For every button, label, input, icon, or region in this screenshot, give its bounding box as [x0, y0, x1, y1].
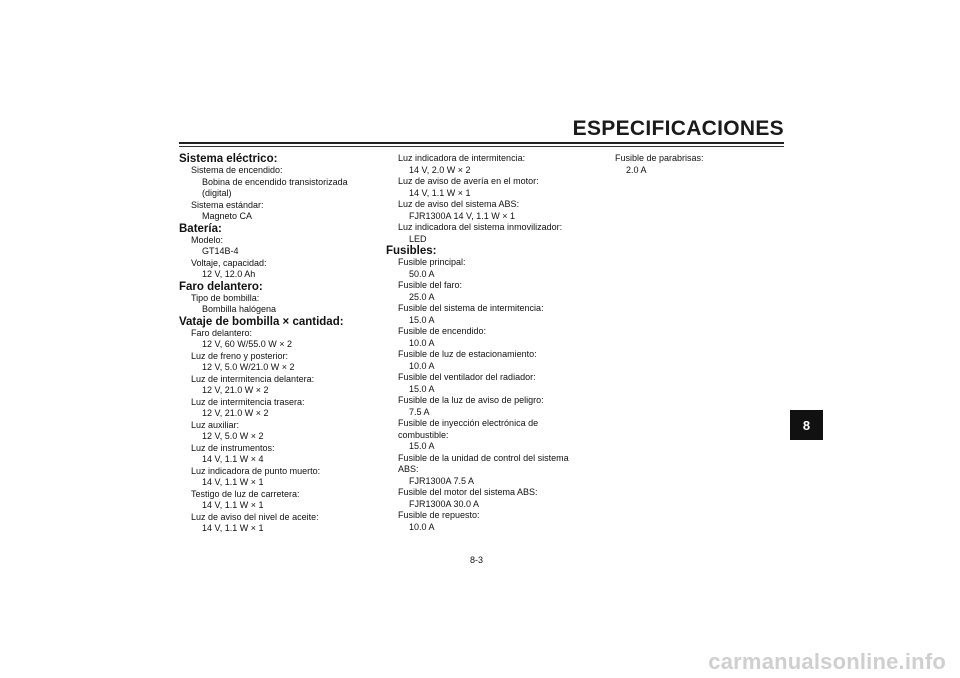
spec-value: 14 V, 1.1 W × 4 [202, 454, 264, 464]
spec-label: Tipo de bombilla: [191, 292, 260, 303]
spec-value: 15.0 A [409, 441, 435, 451]
spec-label: Sistema de encendido: [191, 165, 283, 175]
spec-label: Luz de intermitencia delantera: [191, 373, 315, 384]
section-heading: Vataje de bombilla × cantidad: [179, 315, 344, 328]
spec-label: Fusible de repuesto: [398, 510, 480, 520]
spec-label: Fusible del faro: [398, 280, 463, 290]
spec-value: LED [409, 233, 427, 244]
spec-value: Magneto CA [202, 211, 253, 221]
header-rule-thick [179, 142, 784, 144]
spec-value: 10.0 A [409, 521, 435, 532]
watermark: carmanualsonline.info [708, 649, 946, 674]
spec-value: 15.0 A [409, 383, 435, 394]
page-title: ESPECIFICACIONES [572, 117, 784, 140]
section-heading: Faro delantero: [179, 280, 263, 293]
spec-value: 14 V, 1.1 W × 1 [202, 523, 264, 533]
spec-label: Fusible principal: [398, 257, 466, 267]
spec-value: 12 V, 60 W/55.0 W × 2 [202, 339, 292, 349]
spec-value: FJR1300A 7.5 A [409, 475, 475, 486]
header-rule-thin [179, 146, 784, 147]
spec-value: Bobina de encendido transistorizada [202, 176, 348, 187]
section-heading: Fusibles: [386, 245, 437, 257]
spec-value: 12 V, 12.0 Ah [202, 269, 256, 279]
spec-value: 2.0 A [626, 164, 647, 175]
spec-label: Modelo: [191, 234, 224, 245]
spec-label: ABS: [398, 464, 419, 474]
spec-value: (digital) [202, 188, 232, 198]
spec-label: Luz de aviso del nivel de aceite: [191, 511, 319, 522]
spec-value: 12 V, 5.0 W × 2 [202, 431, 264, 441]
spec-label: Fusible del motor del sistema ABS: [398, 487, 538, 497]
spec-value: 10.0 A [409, 337, 435, 348]
spec-label: Faro delantero: [191, 327, 253, 338]
spec-value: 10.0 A [409, 360, 435, 371]
spec-label: Luz de intermitencia trasera: [191, 396, 305, 407]
spec-label: Luz indicadora de punto muerto: [191, 465, 321, 476]
spec-value: 14 V, 1.1 W × 1 [409, 187, 471, 198]
page-number: 8-3 [470, 555, 484, 565]
spec-value: 7.5 A [409, 406, 430, 417]
spec-column-1 [179, 153, 379, 535]
spec-column-3 [603, 153, 803, 176]
section-heading: Batería: [179, 222, 222, 235]
spec-value: 50.0 A [409, 268, 435, 279]
spec-label: Luz de instrumentos: [191, 442, 275, 453]
spec-label: Luz indicadora del sistema inmovilizador: [398, 222, 563, 232]
spec-label: Luz de freno y posterior: [191, 350, 289, 361]
spec-value: 14 V, 2.0 W × 2 [409, 164, 471, 175]
spec-label: Fusible del sistema de intermitencia: [398, 303, 544, 313]
spec-label: Testigo de luz de carretera: [191, 488, 300, 499]
spec-column-2 [386, 153, 586, 533]
spec-label: Fusible de parabrisas: [615, 153, 704, 163]
spec-value: 12 V, 21.0 W × 2 [202, 408, 269, 418]
spec-value: 12 V, 5.0 W/21.0 W × 2 [202, 362, 295, 372]
spec-label: Fusible de inyección electrónica de [398, 418, 539, 428]
spec-label: Luz de aviso del sistema ABS: [398, 199, 520, 209]
spec-label: Fusible de luz de estacionamiento: [398, 349, 537, 359]
spec-label: Luz indicadora de intermitencia: [398, 153, 526, 163]
spec-label: Luz de aviso de avería en el motor: [398, 176, 539, 186]
spec-label: Fusible del ventilador del radiador: [398, 372, 536, 382]
chapter-tab[interactable]: 8 [790, 410, 823, 440]
section-heading: Sistema eléctrico: [179, 153, 278, 165]
spec-value: 12 V, 21.0 W × 2 [202, 385, 269, 395]
spec-value: GT14B-4 [202, 246, 239, 256]
spec-value: 14 V, 1.1 W × 1 [202, 500, 264, 510]
spec-value: FJR1300A 30.0 A [409, 498, 480, 509]
spec-value: 14 V, 1.1 W × 1 [202, 477, 264, 487]
spec-label: Luz auxiliar: [191, 419, 240, 430]
spec-value: 25.0 A [409, 291, 435, 302]
spec-label: Fusible de la unidad de control del sistema [398, 452, 569, 463]
spec-label: Fusible de encendido: [398, 326, 487, 336]
spec-value: 15.0 A [409, 314, 435, 325]
spec-label: combustible: [398, 429, 449, 440]
spec-label: Voltaje, capacidad: [191, 257, 267, 268]
spec-value: FJR1300A 14 V, 1.1 W × 1 [409, 210, 515, 221]
spec-label: Fusible de la luz de aviso de peligro: [398, 395, 544, 405]
spec-label: Sistema estándar: [191, 199, 264, 210]
spec-value: Bombilla halógena [202, 304, 277, 314]
